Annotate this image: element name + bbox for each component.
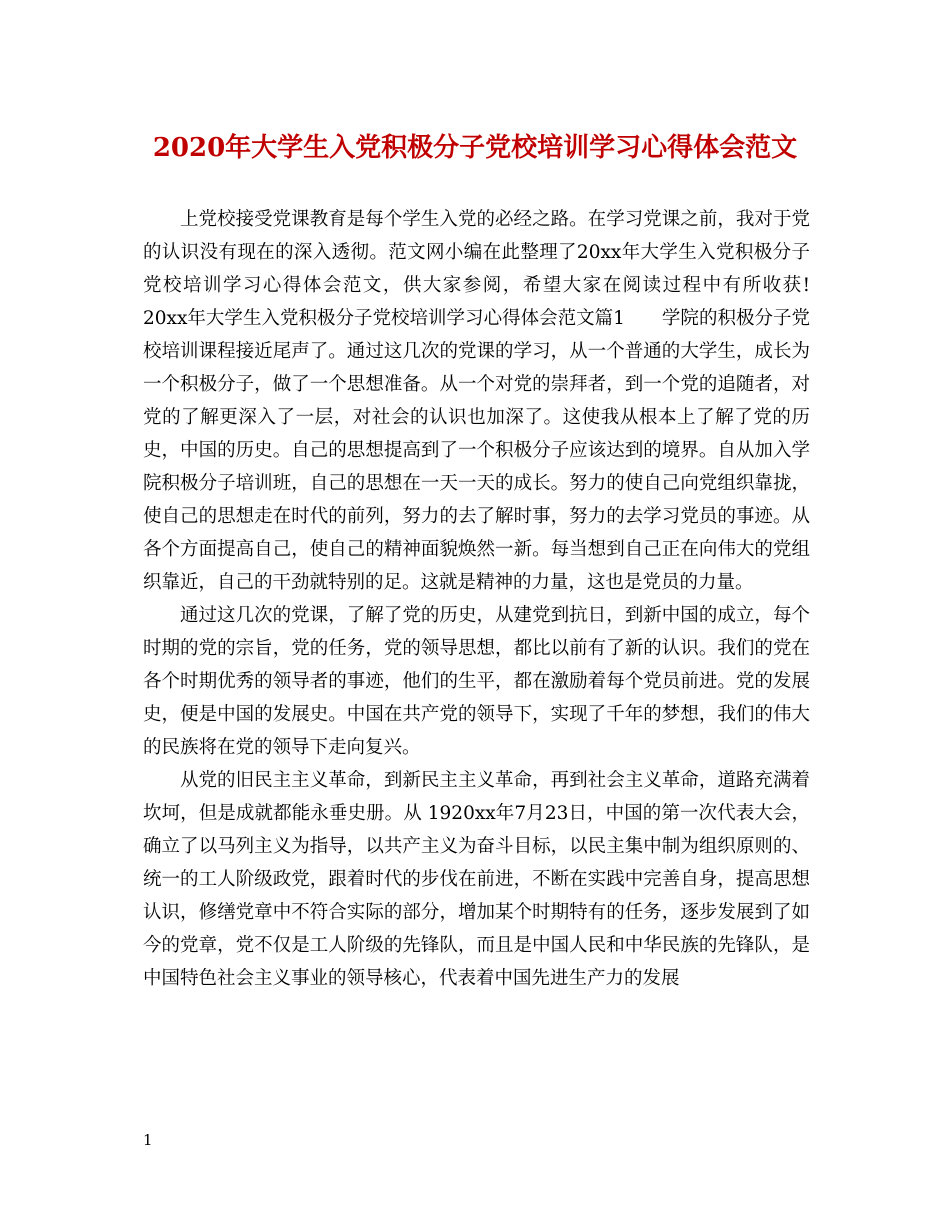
page-number: 1 (143, 1131, 153, 1149)
paragraph-party-history: 通过这几次的党课，了解了党的历史，从建党到抗日，到新中国的成立，每个时期的党的宗旨，党的任务，党的领导思想，都比以前有了新的认识。我们的党在各个时期优秀的领导者的事迹，他们的生平，都在激励着每个党员前进。党的发展史，便是中国的发展史。中国在共产党的领导下，实现了千年的梦想，我们的伟大的民族将在党的领导下走向复兴。 (143, 605, 810, 758)
paragraph-intro: 上党校接受党课教育是每个学生入党的必经之路。在学习党课之前，我对于党的认识没有现在的深入透彻。范文网小编在此整理了20xx年大学生入党积极分子党校培训学习心得体会范文，供大家参阅，希望大家在阅读过程中有所收获! 20xx年大学生入党积极分子党校培训学习心得体会范文篇1 学院的积极分子党校培训课程接近尾声了。通过这几次的党课的学习，从一个普通的大学生，成长为一个积极分子，做了一个思想准备。从一个对党的崇拜者，到一个党的追随者，对党的了解更深入了一层，对社会的认识也加深了。这使我从根本上了解了党的历史，中国的历史。自己的思想提高到了一个积极分子应该达到的境界。自从加入学院积极分子培训班，自己的思想在一天一天的成长。努力的使自己向党组织靠拢，使自己的思想走在时代的前列，努力的去了解时事，努力的去学习党员的事迹。从各个方面提高自己，使自己的精神面貌焕然一新。每当想到自己正在向伟大的党组织靠近，自己的干劲就特别的足。这就是精神的力量，这也是党员的力量。 (143, 209, 810, 593)
paragraph-revolution: 从党的旧民主主义革命，到新民主主义革命，再到社会主义革命，道路充满着坎坷，但是成就都能永垂史册。从 1920xx年7月23日，中国的第一次代表大会，确立了以马列主义为指导，以共产主义为奋斗目标，以民主集中制为组织原则的、统一的工人阶级政党，跟着时代的步伐在前进，不断在实践中完善自身，提高思想认识，修缮党章中不符合实际的部分，增加某个时期特有的任务，逐步发展到了如今的党章，党不仅是工人阶级的先锋队，而且是中国人民和中华民族的先锋队，是中国特色社会主义事业的领导核心，代表着中国先进生产力的发展 (143, 770, 810, 989)
document-title: 2020年大学生入党积极分子党校培训学习心得体会范文 (152, 133, 798, 163)
document-body (143, 203, 810, 995)
